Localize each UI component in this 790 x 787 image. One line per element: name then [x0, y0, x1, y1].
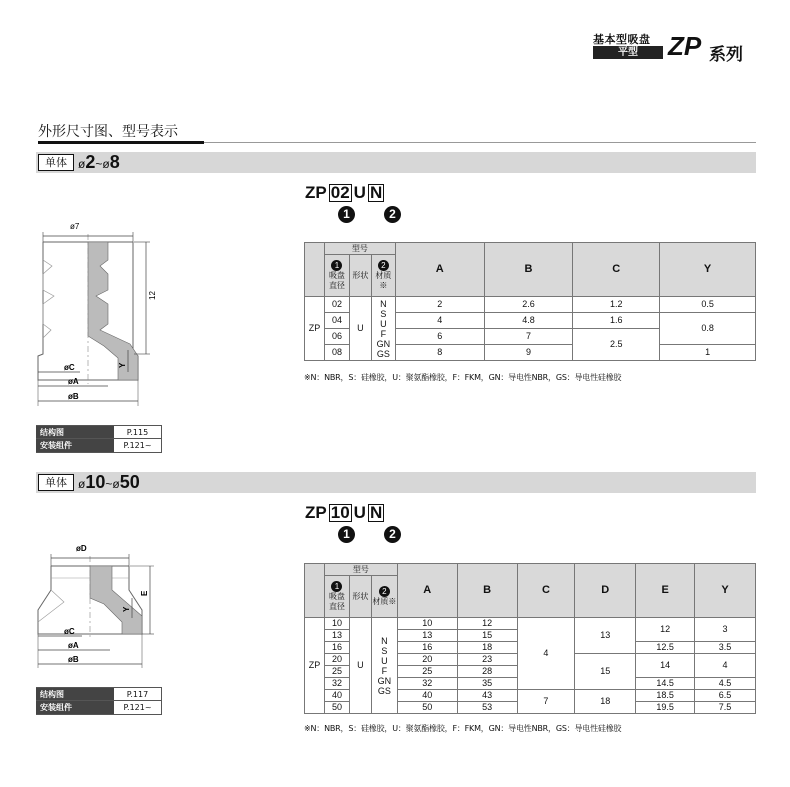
section2-dim-d: øD: [76, 544, 87, 553]
ref-row: 结构图 P.117: [36, 687, 162, 701]
table-row: ZP 02 U N S U F GN GS 2 2.6 1.2 0.5: [305, 297, 756, 313]
section1-spec-table: 型号 A B C Y 1 吸盘直径 形状 2 材质※ ZP 02 U N S U F GN GS 2 2.6 1.2 0.5 04 4 4.8 1.6 0.8 06 6 7 2.5 08 8 9 1: [304, 242, 756, 361]
table-row: 50 50 53 19.5 7.5: [305, 702, 756, 714]
section1-drawing: [34, 212, 164, 412]
ref-row: 安装组件 P.121~: [36, 439, 162, 453]
table-row: 04 4 4.8 1.6 0.8: [305, 313, 756, 329]
section1-dim-c: øC: [64, 363, 75, 372]
section1-model-code: ZP 02 U N: [305, 183, 383, 202]
section2-bar: [36, 472, 756, 493]
table-row: 08 8 9 1: [305, 345, 756, 361]
section1-code-size: 02: [330, 183, 350, 202]
section1-mark-1: 1: [338, 206, 355, 223]
section1-range: ø2~ø8: [78, 152, 120, 172]
section2-dim-c: øC: [64, 627, 75, 636]
section2-drawing: [34, 538, 164, 673]
ref-row: 结构图 P.115: [36, 425, 162, 439]
section2-model-code: ZP 10 U N: [305, 503, 383, 522]
section1-dim-y: Y: [118, 362, 127, 368]
table-row: 25 25 28: [305, 666, 756, 678]
section2-badge: 单体: [38, 474, 74, 491]
section1-badge: 单体: [38, 154, 74, 171]
section2-spec-table: 型号 A B C D E Y 1 吸盘直径 形状 2 材质※ ZP 10 U N S U F GN GS 10 12 4 13 12 3 13 13 15 16 16 18 12.5 3.5 20 20 23 15 14 4 25 25 28 32 32 35 14.5 4.5 40 40 43 7 18 18.5 6.5 50 50 53 19.5 7.5: [304, 563, 756, 714]
section2-dim-b: øB: [68, 655, 79, 664]
header-category: 基本型吸盘: [593, 33, 651, 46]
title-rule-thin: [204, 142, 756, 143]
section2-refs: [36, 687, 162, 715]
section1-mark-2: 2: [384, 206, 401, 223]
table-row: 20 20 23 15 14 4: [305, 654, 756, 666]
section1-footnote: ※N：NBR，S：硅橡胶，U：聚氨酯橡胶，F：FKM，GN：导电性NBR，GS：导电性硅橡胶: [304, 373, 622, 382]
ref-link[interactable]: P.121~: [114, 701, 162, 714]
section2-dim-a: øA: [68, 641, 79, 650]
header-series-suffix: 系列: [709, 45, 743, 65]
table-row: 13 13 15: [305, 630, 756, 642]
ref-row: 安装组件 P.121~: [36, 701, 162, 715]
section2-code-material: N: [369, 503, 383, 522]
section2-dim-y: Y: [122, 606, 131, 612]
table-row: 16 16 18 12.5 3.5: [305, 642, 756, 654]
section1-refs: [36, 425, 162, 453]
section1-dim-top: ø7: [70, 222, 80, 231]
section2-mark-2: 2: [384, 526, 401, 543]
section1-dim-b: øB: [68, 392, 79, 401]
section2-mark-1: 1: [338, 526, 355, 543]
section2-code-size: 10: [330, 503, 350, 522]
section2-footnote: ※N：NBR，S：硅橡胶，U：聚氨酯橡胶，F：FKM，GN：导电性NBR，GS：导电性硅橡胶: [304, 724, 622, 733]
section1-dim-height: 12: [148, 291, 157, 300]
section1-dim-a: øA: [68, 377, 79, 386]
ref-link[interactable]: P.121~: [114, 439, 162, 452]
table-row: 32 32 35 14.5 4.5: [305, 678, 756, 690]
ref-link[interactable]: P.115: [114, 426, 162, 438]
section2-range: ø10~ø50: [78, 472, 140, 492]
section1-bar: [36, 152, 756, 173]
header-series-code: ZP: [668, 31, 702, 61]
title-rule: [38, 141, 204, 144]
ref-link[interactable]: P.117: [114, 688, 162, 700]
section1-code-material: N: [369, 183, 383, 202]
table-row: ZP 10 U N S U F GN GS 10 12 4 13 12 3: [305, 618, 756, 630]
table-row: 40 40 43 7 18 18.5 6.5: [305, 690, 756, 702]
header-subtype: 平型: [593, 46, 663, 59]
section2-dim-e: E: [140, 590, 149, 596]
page-title: 外形尺寸图、型号表示: [38, 124, 178, 140]
table-row: 06 6 7 2.5: [305, 329, 756, 345]
